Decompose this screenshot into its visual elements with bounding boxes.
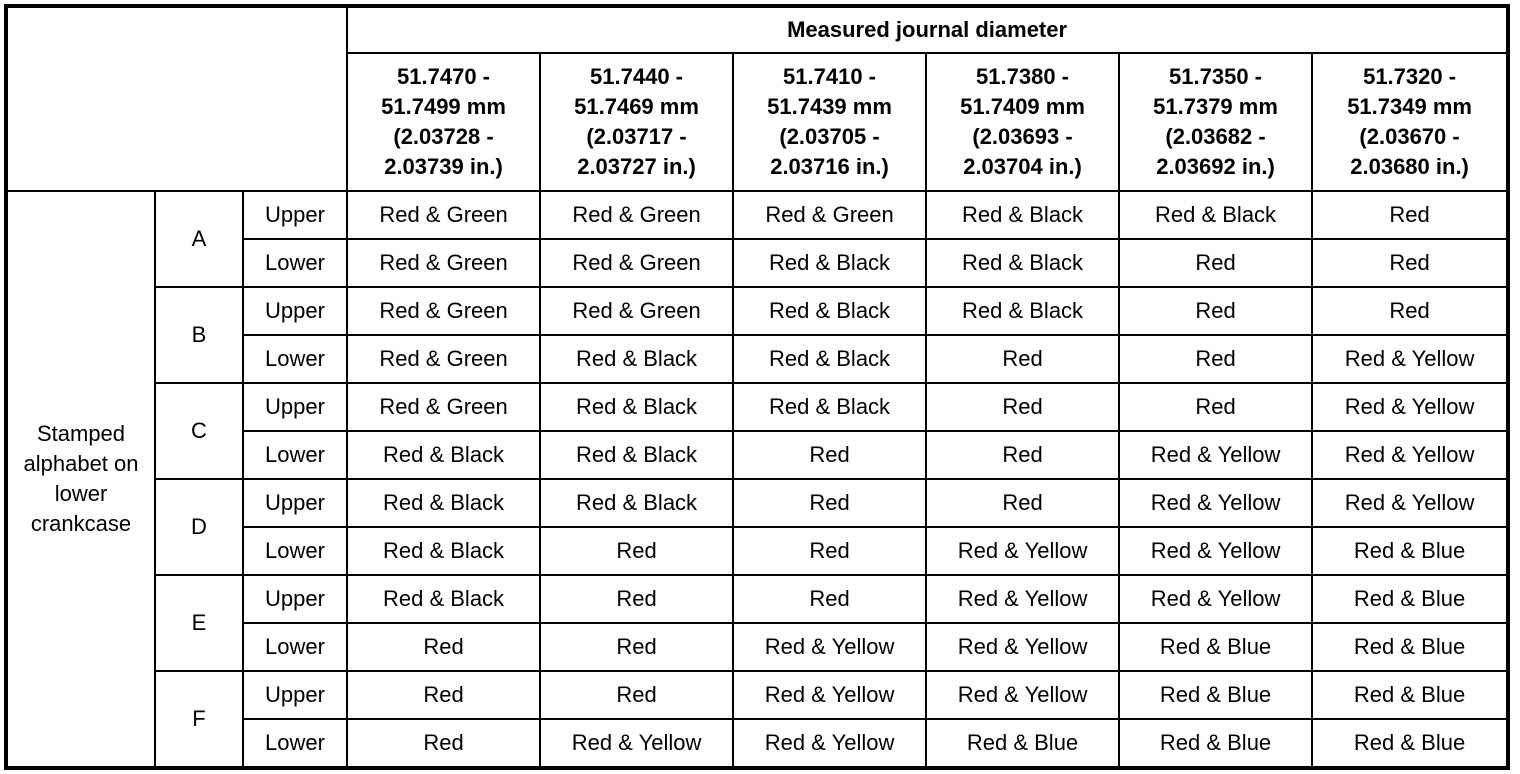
column-header-3 xyxy=(733,53,926,191)
bearing-color-cell: Red xyxy=(926,431,1119,479)
crankcase-letter-f: F xyxy=(155,671,243,767)
bearing-color-cell: Red & Black xyxy=(347,479,540,527)
bearing-color-cell: Red & Black xyxy=(733,239,926,287)
bearing-color-cell: Red & Blue xyxy=(1312,719,1507,767)
bearing-color-cell: Red xyxy=(1119,239,1312,287)
bearing-color-cell: Red & Yellow xyxy=(926,527,1119,575)
bearing-color-cell: Red xyxy=(926,479,1119,527)
bearing-color-cell: Red & Green xyxy=(347,335,540,383)
bearing-color-cell: Red & Yellow xyxy=(1119,575,1312,623)
table-row xyxy=(7,383,1507,431)
bearing-color-cell: Red xyxy=(540,527,733,575)
crankcase-letter-a: A xyxy=(155,191,243,287)
bearing-color-cell: Red & Yellow xyxy=(1119,479,1312,527)
bearing-position-label: Upper xyxy=(243,479,347,527)
bearing-color-cell: Red & Black xyxy=(733,383,926,431)
column-header-line: (2.03705 - xyxy=(779,124,880,149)
column-header-line: (2.03693 - xyxy=(972,124,1073,149)
bearing-color-cell: Red xyxy=(1119,335,1312,383)
bearing-color-cell: Red xyxy=(1119,383,1312,431)
column-header-line: 51.7409 mm xyxy=(960,94,1085,119)
corner-blank-cell xyxy=(7,7,347,191)
stamped-alphabet-label xyxy=(7,191,155,767)
column-header-5 xyxy=(1119,53,1312,191)
bearing-color-cell: Red & Yellow xyxy=(1312,335,1507,383)
bearing-color-cell: Red xyxy=(733,527,926,575)
bearing-color-cell: Red & Yellow xyxy=(1312,431,1507,479)
column-header-line: 51.7440 - xyxy=(590,64,684,89)
bearing-position-label: Lower xyxy=(243,335,347,383)
bearing-color-cell: Red & Black xyxy=(540,383,733,431)
bearing-color-cell: Red & Yellow xyxy=(733,623,926,671)
bearing-color-cell: Red & Blue xyxy=(1312,671,1507,719)
bearing-selection-sheet xyxy=(6,6,1506,766)
column-header-line: (2.03670 - xyxy=(1359,124,1460,149)
column-header-line: 51.7350 - xyxy=(1169,64,1263,89)
column-header-4 xyxy=(926,53,1119,191)
column-header-line: 2.03716 in.) xyxy=(770,154,889,179)
column-header-line: 51.7410 - xyxy=(783,64,877,89)
bearing-color-cell: Red & Blue xyxy=(926,719,1119,767)
column-header-line: 2.03727 in.) xyxy=(577,154,696,179)
column-header-line: 51.7380 - xyxy=(976,64,1070,89)
table-row xyxy=(7,191,1507,239)
bearing-color-cell: Red & Black xyxy=(733,335,926,383)
bearing-color-cell: Red & Green xyxy=(540,191,733,239)
bearing-color-cell: Red & Yellow xyxy=(926,671,1119,719)
bearing-color-cell: Red xyxy=(540,623,733,671)
column-header-line: 51.7439 mm xyxy=(767,94,892,119)
table-row xyxy=(7,671,1507,719)
bearing-color-cell: Red & Black xyxy=(540,431,733,479)
column-header-line: 2.03692 in.) xyxy=(1156,154,1275,179)
bearing-color-cell: Red & Yellow xyxy=(1119,527,1312,575)
bearing-color-cell: Red & Blue xyxy=(1119,623,1312,671)
bearing-color-cell: Red & Green xyxy=(347,383,540,431)
bearing-color-cell: Red & Black xyxy=(926,287,1119,335)
stamped-alphabet-label-line: lower xyxy=(54,481,108,506)
bearing-color-cell: Red xyxy=(1312,287,1507,335)
bearing-color-cell: Red & Yellow xyxy=(926,623,1119,671)
bearing-position-label: Upper xyxy=(243,671,347,719)
column-header-line: 2.03704 in.) xyxy=(963,154,1082,179)
crankcase-letter-c: C xyxy=(155,383,243,479)
bearing-color-cell: Red xyxy=(733,575,926,623)
column-header-line: 51.7320 - xyxy=(1363,64,1457,89)
bearing-selection-table xyxy=(6,6,1508,768)
bearing-color-cell: Red xyxy=(347,671,540,719)
bearing-color-cell: Red & Yellow xyxy=(1312,479,1507,527)
bearing-position-label: Lower xyxy=(243,527,347,575)
column-header-line: (2.03728 - xyxy=(393,124,494,149)
bearing-color-cell: Red & Blue xyxy=(1119,719,1312,767)
bearing-color-cell: Red xyxy=(540,575,733,623)
bearing-color-cell: Red & Green xyxy=(347,191,540,239)
bearing-position-label: Lower xyxy=(243,239,347,287)
bearing-color-cell: Red & Black xyxy=(926,191,1119,239)
bearing-color-cell: Red & Black xyxy=(540,479,733,527)
column-header-line: 51.7470 - xyxy=(397,64,491,89)
bearing-color-cell: Red & Blue xyxy=(1312,575,1507,623)
column-header-line: 51.7499 mm xyxy=(381,94,506,119)
bearing-color-cell: Red & Black xyxy=(347,527,540,575)
bearing-color-cell: Red xyxy=(347,623,540,671)
bearing-color-cell: Red & Yellow xyxy=(1119,431,1312,479)
column-header-line: 51.7469 mm xyxy=(574,94,699,119)
bearing-color-cell: Red & Green xyxy=(733,191,926,239)
bearing-color-cell: Red xyxy=(926,383,1119,431)
column-header-line: (2.03682 - xyxy=(1165,124,1266,149)
crankcase-letter-b: B xyxy=(155,287,243,383)
table-row xyxy=(7,287,1507,335)
column-header-line: (2.03717 - xyxy=(586,124,687,149)
bearing-color-cell: Red & Blue xyxy=(1312,623,1507,671)
bearing-position-label: Upper xyxy=(243,383,347,431)
bearing-color-cell: Red & Green xyxy=(347,239,540,287)
table-title: Measured journal diameter xyxy=(347,7,1507,53)
bearing-color-cell: Red & Black xyxy=(1119,191,1312,239)
bearing-color-cell: Red xyxy=(540,671,733,719)
column-header-line: 2.03739 in.) xyxy=(384,154,503,179)
bearing-color-cell: Red xyxy=(1119,287,1312,335)
bearing-color-cell: Red & Yellow xyxy=(1312,383,1507,431)
stamped-alphabet-label-line: alphabet on xyxy=(23,451,139,476)
bearing-position-label: Lower xyxy=(243,431,347,479)
bearing-color-cell: Red & Blue xyxy=(1119,671,1312,719)
stamped-alphabet-label-line: crankcase xyxy=(30,511,132,536)
bearing-color-cell: Red & Blue xyxy=(1312,527,1507,575)
bearing-color-cell: Red xyxy=(733,479,926,527)
table-row xyxy=(7,575,1507,623)
bearing-color-cell: Red & Black xyxy=(540,335,733,383)
bearing-position-label: Upper xyxy=(243,575,347,623)
column-header-line: 51.7349 mm xyxy=(1347,94,1472,119)
stamped-alphabet-label-line: Stamped xyxy=(36,421,126,446)
bearing-position-label: Upper xyxy=(243,191,347,239)
table-row xyxy=(7,479,1507,527)
crankcase-letter-e: E xyxy=(155,575,243,671)
bearing-color-cell: Red & Yellow xyxy=(540,719,733,767)
bearing-color-cell: Red & Green xyxy=(347,287,540,335)
bearing-color-cell: Red & Yellow xyxy=(733,719,926,767)
bearing-color-cell: Red & Green xyxy=(540,287,733,335)
column-header-6 xyxy=(1312,53,1507,191)
bearing-color-cell: Red xyxy=(733,431,926,479)
bearing-color-cell: Red & Green xyxy=(540,239,733,287)
bearing-position-label: Lower xyxy=(243,719,347,767)
bearing-color-cell: Red & Black xyxy=(347,431,540,479)
bearing-color-cell: Red & Black xyxy=(926,239,1119,287)
column-header-line: 51.7379 mm xyxy=(1153,94,1278,119)
crankcase-letter-d: D xyxy=(155,479,243,575)
bearing-color-cell: Red & Yellow xyxy=(733,671,926,719)
bearing-color-cell: Red xyxy=(1312,191,1507,239)
column-header-line: 2.03680 in.) xyxy=(1350,154,1469,179)
bearing-color-cell: Red & Black xyxy=(347,575,540,623)
bearing-color-cell: Red & Yellow xyxy=(926,575,1119,623)
bearing-position-label: Lower xyxy=(243,623,347,671)
bearing-color-cell: Red xyxy=(926,335,1119,383)
column-header-2 xyxy=(540,53,733,191)
bearing-color-cell: Red xyxy=(1312,239,1507,287)
bearing-color-cell: Red & Black xyxy=(733,287,926,335)
bearing-position-label: Upper xyxy=(243,287,347,335)
bearing-color-cell: Red xyxy=(347,719,540,767)
column-header-1 xyxy=(347,53,540,191)
